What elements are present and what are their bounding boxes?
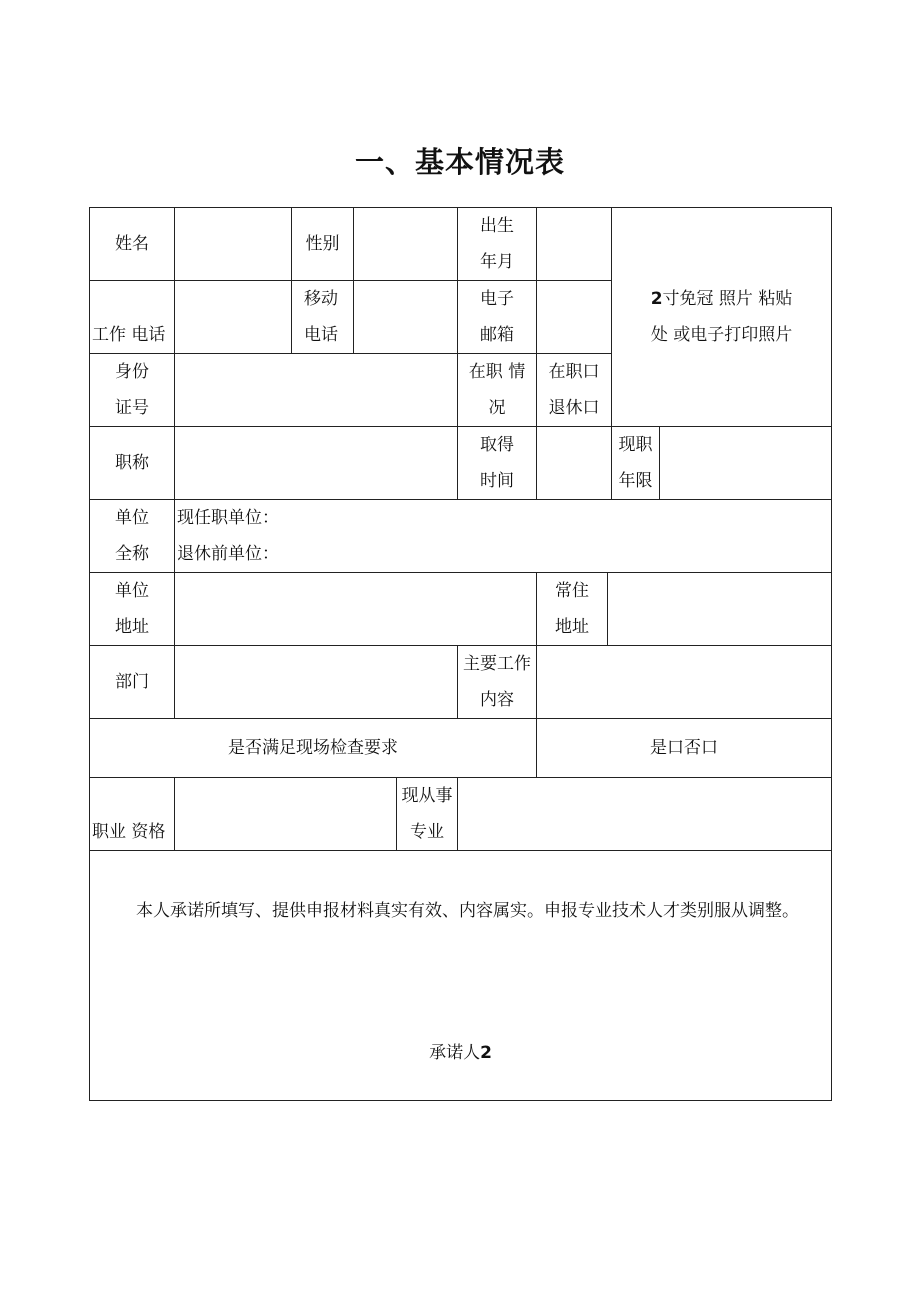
status-options[interactable]: 在职口 退休口 xyxy=(537,354,612,427)
basic-info-table xyxy=(89,207,832,1101)
pledge-signer-label: 承诺人 xyxy=(429,1043,481,1063)
qualification-field[interactable] xyxy=(175,778,397,851)
page-title: 一、基本情况表 xyxy=(354,145,565,179)
unit-name-label: 单位 全称 xyxy=(90,500,175,573)
obtain-time-label: 取得 时间 xyxy=(458,427,537,500)
pledge-signer-suffix: 2 xyxy=(480,1043,492,1063)
years-label: 现职 年限 xyxy=(612,427,660,500)
years-field[interactable] xyxy=(660,427,832,500)
photo-area[interactable]: 2寸免冠 照片 粘贴 处 或电子打印照片 xyxy=(612,208,832,427)
dept-label: 部门 xyxy=(90,646,175,719)
residence-field[interactable] xyxy=(608,573,832,646)
title-rank-field[interactable] xyxy=(175,427,458,500)
unit-address-field[interactable] xyxy=(175,573,537,646)
gender-label: 性别 xyxy=(292,208,354,281)
unit-before-label: 退休前单位： xyxy=(177,544,279,564)
inspection-label: 是否满足现场检查要求 xyxy=(90,719,537,778)
title-rank-label: 职称 xyxy=(90,427,175,500)
gender-field[interactable] xyxy=(354,208,458,281)
major-label: 现从事 专业 xyxy=(397,778,458,851)
birth-label: 出生 年月 xyxy=(458,208,537,281)
main-work-label: 主要工作 内容 xyxy=(458,646,537,719)
residence-label: 常住 地址 xyxy=(537,573,608,646)
work-phone-label: 工作 电话 xyxy=(90,281,175,354)
qualification-label: 职业 资格 xyxy=(90,778,175,851)
main-work-field[interactable] xyxy=(537,646,832,719)
mobile-field[interactable] xyxy=(354,281,458,354)
name-field[interactable] xyxy=(175,208,292,281)
email-field[interactable] xyxy=(537,281,612,354)
email-label: 电子 邮箱 xyxy=(458,281,537,354)
pledge-signer[interactable] xyxy=(90,1035,831,1071)
dept-field[interactable] xyxy=(175,646,458,719)
id-label: 身份 证号 xyxy=(90,354,175,427)
status-label: 在职 情 况 xyxy=(458,354,537,427)
mobile-label: 移动 电话 xyxy=(292,281,354,354)
birth-field[interactable] xyxy=(537,208,612,281)
unit-name-field[interactable] xyxy=(175,500,832,573)
work-phone-field[interactable] xyxy=(175,281,292,354)
unit-current-label: 现任职单位： xyxy=(177,508,279,528)
id-field[interactable] xyxy=(175,354,458,427)
pledge-section xyxy=(90,851,832,1101)
obtain-time-field[interactable] xyxy=(537,427,612,500)
inspection-options[interactable]: 是口否口 xyxy=(537,719,832,778)
major-field[interactable] xyxy=(458,778,832,851)
name-label: 姓名 xyxy=(90,208,175,281)
unit-address-label: 单位 地址 xyxy=(90,573,175,646)
pledge-text: 本人承诺所填写、提供申报材料真实有效、内容属实。申报专业技术人才类别服从调整。 xyxy=(136,901,799,921)
